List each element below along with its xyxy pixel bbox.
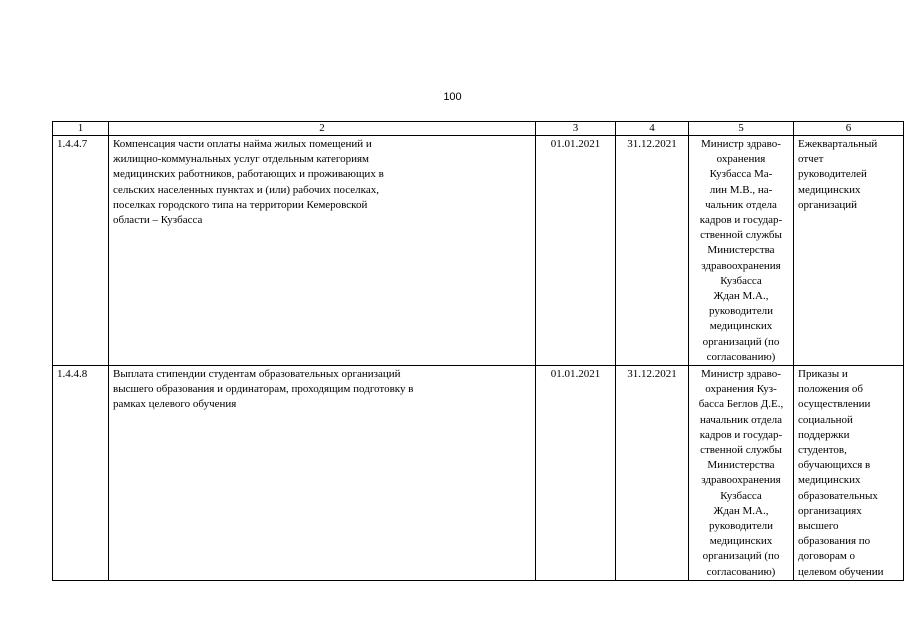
responsible-line: Министр здраво- bbox=[701, 368, 781, 381]
responsible-line: здравоохранения bbox=[701, 474, 781, 487]
start-date: 01.01.2021 bbox=[536, 366, 616, 581]
responsible-line: медицинских bbox=[709, 535, 773, 548]
column-header: 5 bbox=[689, 122, 794, 136]
reporting-line: студентов, bbox=[798, 444, 847, 457]
reporting-line: медицинских bbox=[798, 183, 861, 196]
reporting-line: Ежеквартальный bbox=[798, 138, 878, 150]
activities-table bbox=[52, 121, 904, 581]
reporting-line: обучающихся в bbox=[798, 459, 871, 472]
responsible-line: Министерства bbox=[707, 459, 775, 472]
start-date: 01.01.2021 bbox=[536, 136, 616, 366]
reporting-line: осуществлении bbox=[798, 398, 871, 411]
column-header: 6 bbox=[794, 122, 904, 136]
item-name-line: Компенсация части оплаты найма жилых помещений и bbox=[113, 138, 372, 150]
responsible-line: кадров и государ- bbox=[699, 214, 783, 227]
responsible bbox=[689, 366, 794, 581]
item-name-line: области – Кузбасса bbox=[113, 214, 203, 227]
responsible-line: кадров и государ- bbox=[699, 428, 783, 441]
item-name bbox=[109, 366, 536, 581]
responsible-line: Министр здраво- bbox=[701, 138, 781, 150]
responsible-line: охранения bbox=[716, 153, 766, 166]
end-date: 31.12.2021 bbox=[616, 366, 689, 581]
responsible-line: Кузбасса bbox=[720, 274, 762, 287]
reporting-line: отчет bbox=[798, 153, 824, 166]
responsible-line: здравоохранения bbox=[701, 259, 781, 272]
responsible-line: Кузбасса Ма- bbox=[709, 168, 773, 181]
item-number: 1.4.4.8 bbox=[53, 366, 109, 581]
table-header-row bbox=[53, 122, 904, 136]
item-name-line: рамках целевого обучения bbox=[113, 398, 237, 411]
reporting-line: положения об bbox=[798, 383, 863, 396]
item-name-line: Выплата стипендии студентам образовательных организаций bbox=[113, 368, 401, 381]
item-number: 1.4.4.7 bbox=[53, 136, 109, 366]
reporting-form bbox=[794, 366, 904, 581]
responsible bbox=[689, 136, 794, 366]
reporting-line: целевом обучении bbox=[798, 565, 884, 578]
column-header: 4 bbox=[616, 122, 689, 136]
responsible-line: согласованию) bbox=[706, 565, 776, 578]
responsible-line: Ждан М.А., bbox=[713, 504, 769, 517]
responsible-line: басса Беглов Д.Е., bbox=[698, 398, 784, 411]
table-row bbox=[53, 366, 904, 581]
responsible-line: начальник отдела bbox=[699, 413, 783, 426]
item-name bbox=[109, 136, 536, 366]
item-name-line: медицинских работников, работающих и проживающих в bbox=[113, 168, 384, 181]
reporting-line: медицинских bbox=[798, 474, 861, 487]
reporting-line: организаций bbox=[798, 198, 858, 211]
responsible-line: ственной службы bbox=[700, 229, 782, 242]
reporting-line: договорам о bbox=[798, 550, 856, 563]
item-name-line: высшего образования и ординаторам, проходящим подготовку в bbox=[113, 383, 414, 396]
reporting-line: социальной bbox=[798, 413, 853, 426]
item-name-line: сельских населенных пунктах и (или) рабочих поселках, bbox=[113, 183, 379, 196]
responsible-line: организаций (по bbox=[702, 550, 780, 563]
table-row bbox=[53, 136, 904, 366]
responsible-line: медицинских bbox=[709, 320, 773, 333]
responsible-line: согласованию) bbox=[706, 350, 776, 363]
reporting-line: руководителей bbox=[798, 168, 867, 181]
responsible-line: организаций (по bbox=[702, 335, 780, 348]
responsible-line: чальник отдела bbox=[705, 198, 777, 211]
responsible-line: Ждан М.А., bbox=[713, 290, 769, 303]
column-header: 2 bbox=[109, 122, 536, 136]
reporting-line: высшего bbox=[798, 520, 839, 533]
responsible-line: руководители bbox=[709, 520, 773, 533]
responsible-line: ственной службы bbox=[700, 444, 782, 457]
end-date: 31.12.2021 bbox=[616, 136, 689, 366]
responsible-line: охранения Куз- bbox=[705, 383, 777, 396]
reporting-line: Приказы и bbox=[798, 368, 848, 381]
column-header: 1 bbox=[53, 122, 109, 136]
responsible-line: Министерства bbox=[707, 244, 775, 257]
reporting-line: образовательных bbox=[798, 489, 878, 502]
reporting-line: образования по bbox=[798, 535, 871, 548]
item-name-line: поселках городского типа на территории Кемеровской bbox=[113, 198, 368, 211]
column-header: 3 bbox=[536, 122, 616, 136]
responsible-line: Кузбасса bbox=[720, 489, 762, 502]
reporting-line: организациях bbox=[798, 504, 862, 517]
responsible-line: руководители bbox=[709, 305, 773, 318]
responsible-line: лин М.В., на- bbox=[709, 183, 773, 196]
reporting-form bbox=[794, 136, 904, 366]
item-name-line: жилищно-коммунальных услуг отдельным категориям bbox=[113, 153, 370, 166]
page-number: 100 bbox=[443, 91, 462, 103]
reporting-line: поддержки bbox=[798, 428, 850, 441]
